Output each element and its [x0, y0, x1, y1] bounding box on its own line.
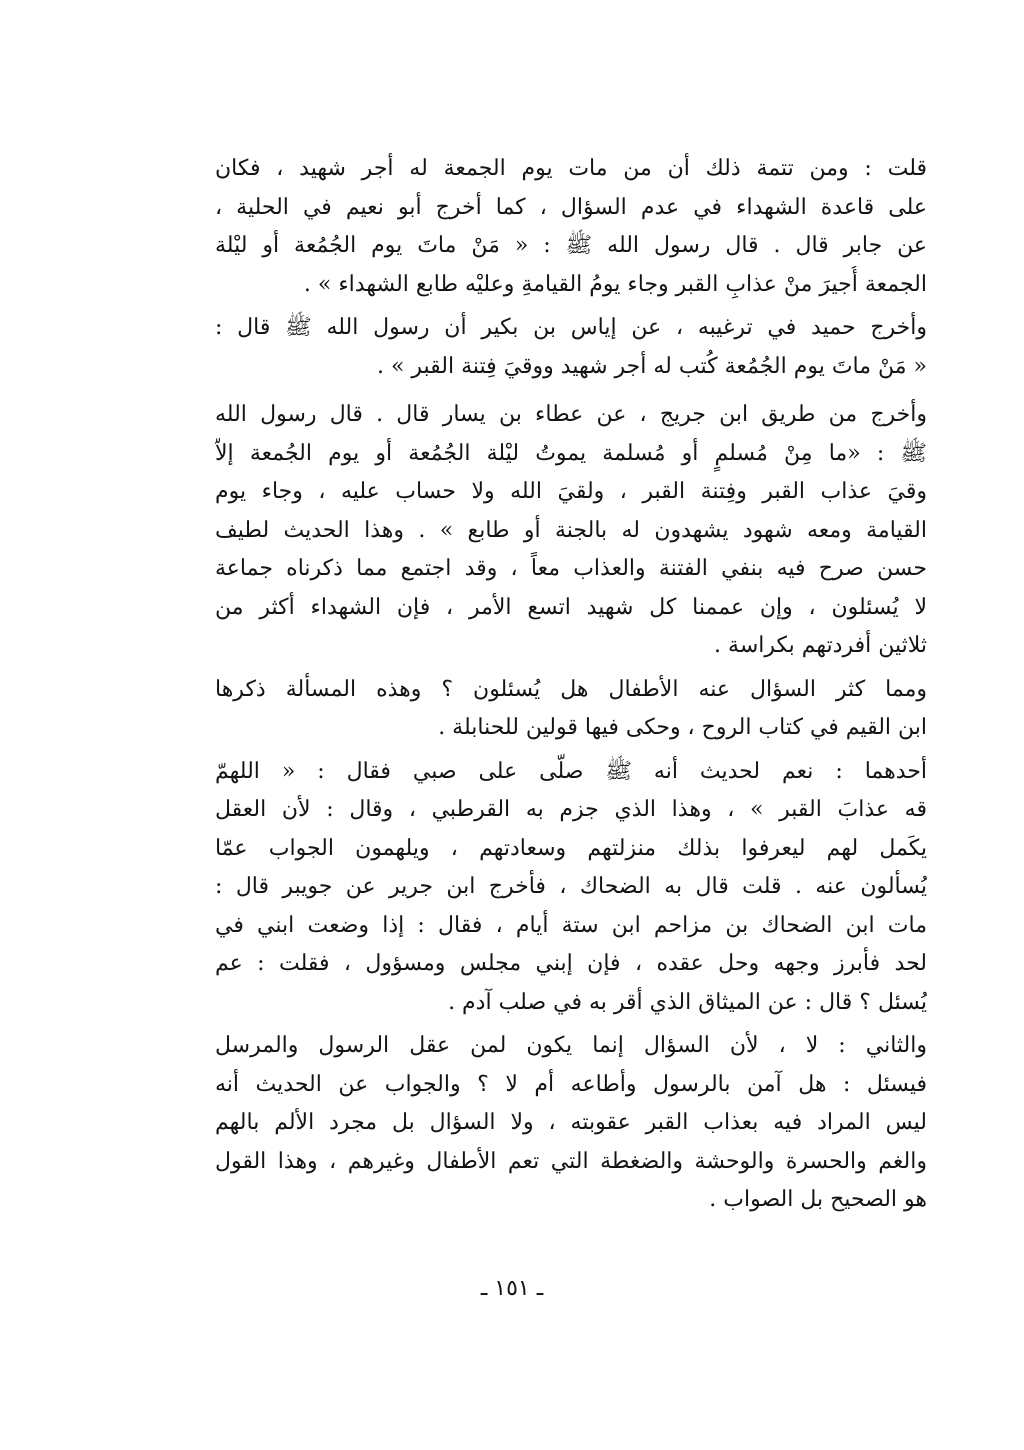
text-line: وأخرج من طريق ابن جريج ، عن عطاء بن يسار قال . قال رسول الله — [215, 402, 927, 427]
page-number: ـ ١٥١ ـ — [480, 1276, 544, 1301]
text-line: ابن القيم في كتاب الروح ، وحكى فيها قولين للحنابلة . — [438, 715, 927, 740]
text-line: قه عذابَ القبر » ، وهذا الذي جزم به القرطبي ، وقال : لأن العقل — [215, 797, 927, 822]
paragraph-second-opinion — [215, 1027, 927, 1220]
text-line: على قاعدة الشهداء في عدم السؤال ، كما أخرج أبو نعيم في الحلية ، — [215, 194, 927, 220]
text-line: وأخرج حميد في ترغيبه ، عن إياس بن بكير أن رسول الله ﷺ قال : — [215, 315, 927, 340]
text-line: والغم والحسرة والوحشة والضغطة التي تعم الأطفال وغيرهم ، وهذا القول — [215, 1148, 927, 1174]
text-line: قلت : ومن تتمة ذلك أن من مات يوم الجمعة له أجر شهيد ، فكان — [215, 156, 927, 181]
text-line: لحد فأبرز وجهه وحل عقده ، فإن إبني مجلس ومسؤول ، فقلت : عم — [215, 951, 927, 976]
paragraph-first-opinion — [215, 753, 927, 1023]
text-line: ليس المراد فيه بعذاب القبر عقوبته ، ولا السؤال بل مجرد الألم بالهم — [215, 1110, 927, 1135]
text-line: القيامة ومعه شهود يشهدون له بالجنة أو طابع » . وهذا الحديث لطيف — [215, 517, 927, 543]
text-line: فيسئل : هل آمن بالرسول وأطاعه أم لا ؟ والجواب عن الحديث أنه — [215, 1071, 927, 1097]
paragraph-ibn-juraij-narration — [215, 396, 927, 666]
text-line: هو الصحيح بل الصواب . — [709, 1187, 927, 1212]
paragraph-humaid-narration — [215, 309, 927, 386]
text-line: يُسئل ؟ قال : عن الميثاق الذي أقر به في صلب آدم . — [448, 989, 927, 1015]
text-line: وقيَ عذاب القبر وفِتنة القبر ، ولقيَ الله ولا حساب عليه ، وجاء يوم — [215, 479, 927, 504]
paragraph-friday-death — [215, 150, 927, 304]
text-line: الجمعة أُجيرَ منْ عذابِ القبر وجاء يومُ القيامةِ وعليْه طابع الشهداء » . — [303, 271, 927, 297]
text-line: عن جابر قال . قال رسول الله ﷺ : « مَنْ ماتَ يوم الجُمُعة أو ليْلة — [215, 233, 927, 258]
text-line: ومما كثر السؤال عنه الأطفال هل يُسئلون ؟ وهذه المسألة ذكرها — [215, 676, 927, 702]
text-line: والثاني : لا ، لأن السؤال إنما يكون لمن عقل الرسول والمرسل — [215, 1033, 927, 1058]
text-line: مات ابن الضحاك بن مزاحم ابن ستة أيام ، فقال : إذا وضعت ابني في — [215, 912, 927, 938]
text-line: لا يُسئلون ، وإن عممنا كل شهيد اتسع الأمر ، فإن الشهداء أكثر من — [215, 594, 927, 620]
text-line: يُسألون عنه . قلت قال به الضحاك ، فأخرج ابن جرير عن جويبر قال : — [215, 874, 927, 899]
paragraph-children-question — [215, 671, 927, 748]
page-text — [215, 150, 927, 1220]
text-line: يكَمل لهم ليعرفوا بذلك منزلتهم وسعادتهم ، ويلهمون الجواب عمّا — [215, 835, 927, 861]
text-line: « مَنْ ماتَ يوم الجُمُعة كُتب له أجر شهيد ووقيَ فِتنة القبر » . — [376, 353, 927, 379]
text-line: حسن صرح فيه بنفي الفتنة والعذاب معاً ، وقد اجتمع مما ذكرناه جماعة — [215, 556, 927, 581]
text-line: ﷺ : «ما مِنْ مُسلمٍ أو مُسلمة يموتُ ليْلة الجُمُعة أو يوم الجُمعة إلاّ — [215, 440, 927, 466]
text-line: ثلاثين أفردتهم بكراسة . — [714, 633, 927, 658]
text-line: أحدهما : نعم لحديث أنه ﷺ صلّى على صبي فقال : « اللهمّ — [215, 758, 927, 784]
